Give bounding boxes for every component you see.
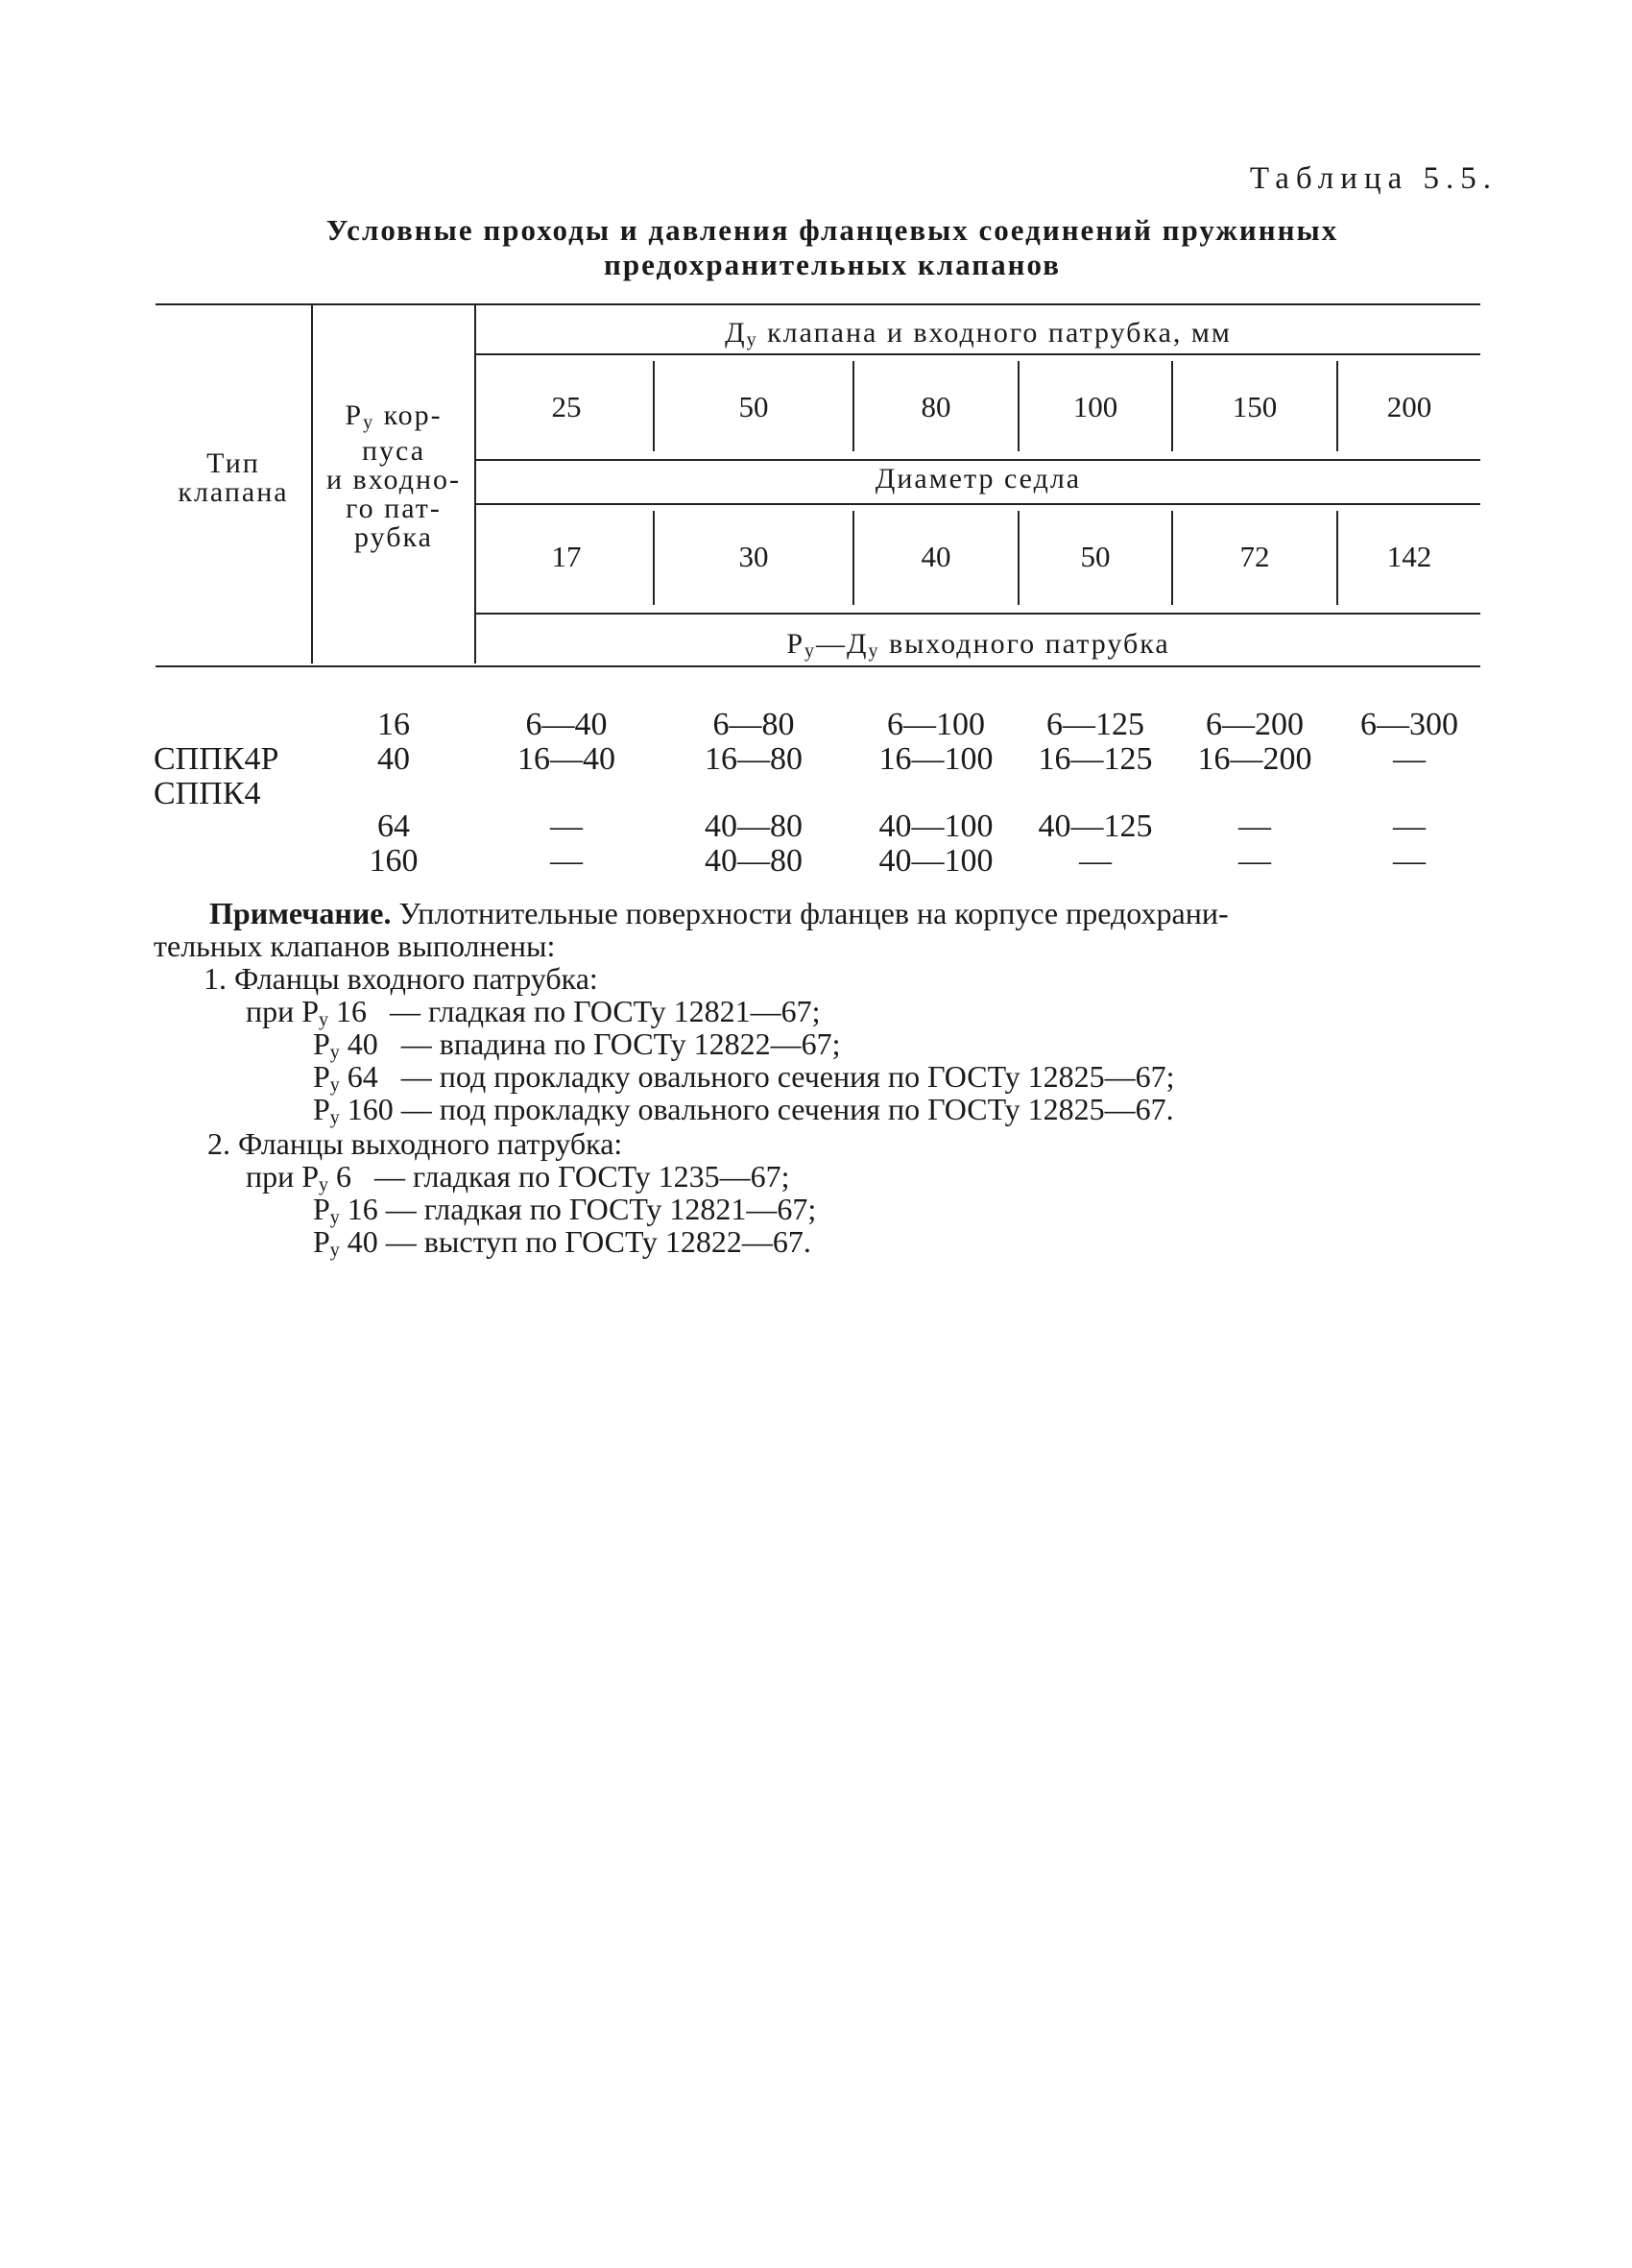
table-cell: — bbox=[1393, 741, 1426, 777]
table-cell: 6—300 bbox=[1360, 707, 1458, 742]
py-value: 40 bbox=[377, 741, 410, 777]
py-header-line: $P_у$ кор- bbox=[345, 399, 443, 433]
valve-type: СППК4Р bbox=[154, 741, 279, 777]
table-cell: 16—100 bbox=[878, 741, 994, 777]
note-item-1-title: 1. Фланцы входного патрубка: bbox=[204, 961, 598, 996]
note-line: при $P_у$ 6 — гладкая по ГОСТу 1235—67; bbox=[246, 1159, 790, 1195]
du-value: 100 bbox=[1072, 390, 1118, 423]
seat-header: Диаметр седла bbox=[875, 463, 1082, 495]
table-cell: 16—80 bbox=[705, 741, 803, 777]
note-intro-line-2: тельных клапанов выполнены: bbox=[154, 929, 556, 963]
note-heading: Примечание. bbox=[209, 896, 392, 930]
table-title-line-2: предохранительных клапанов bbox=[604, 248, 1061, 281]
table-cell: 16—40 bbox=[517, 741, 615, 777]
table-cell: 40—100 bbox=[878, 808, 994, 844]
du-value: 25 bbox=[551, 390, 582, 423]
table-cell: 16—200 bbox=[1197, 741, 1312, 777]
table-cell: 6—200 bbox=[1206, 707, 1304, 742]
valve-type: СППК4 bbox=[154, 776, 261, 811]
table-cell: 40—80 bbox=[705, 843, 803, 879]
seat-values-rule bbox=[476, 613, 1480, 615]
table-cell: 40—100 bbox=[878, 843, 994, 879]
py-value: 16 bbox=[377, 707, 410, 742]
table-cell: — bbox=[1079, 843, 1112, 879]
du-value: 200 bbox=[1386, 390, 1432, 423]
table-cell: 6—80 bbox=[712, 707, 795, 742]
table-cell: — bbox=[550, 843, 583, 879]
note-line: $P_у$ 160 — под прокладку овального сечения по ГОСТу 12825—67. bbox=[313, 1092, 1174, 1128]
table-cell: 16—125 bbox=[1038, 741, 1153, 777]
table-cell: 6—125 bbox=[1046, 707, 1144, 742]
note-intro bbox=[209, 897, 1229, 929]
du-value: 80 bbox=[921, 390, 951, 423]
table-cell: — bbox=[1393, 808, 1426, 844]
table-cell: — bbox=[1393, 843, 1426, 879]
seat-value: 50 bbox=[1080, 540, 1111, 573]
du-value: 50 bbox=[738, 390, 769, 423]
seat-value: 142 bbox=[1386, 540, 1432, 573]
table-cell: — bbox=[550, 808, 583, 844]
py-value: 64 bbox=[377, 808, 410, 844]
table-title-line-1: Условные проходы и давления фланцевых соединений пружинных bbox=[325, 213, 1339, 247]
table-number: Таблица 5.5. bbox=[1249, 161, 1498, 196]
note-line: $P_у$ 40 — выступ по ГОСТу 12822—67. bbox=[313, 1224, 811, 1261]
outlet-header: $P_у—Д_у$ выходного патрубка bbox=[786, 628, 1170, 662]
table-cell: 6—40 bbox=[525, 707, 608, 742]
table-top-rule bbox=[156, 303, 1480, 305]
note-intro-text: Уплотнительные поверхности фланцев на корпусе предохрани- bbox=[398, 896, 1229, 930]
table-cell: 40—125 bbox=[1038, 808, 1153, 844]
seat-value: 30 bbox=[738, 540, 769, 573]
du-inlet-header: $Д_у$ клапана и входного патрубка, мм bbox=[725, 317, 1232, 350]
table-cell: 6—100 bbox=[887, 707, 985, 742]
seat-value: 72 bbox=[1239, 540, 1270, 573]
du-values-rule bbox=[476, 459, 1480, 461]
type-header: Тип клапана bbox=[178, 447, 289, 508]
py-value: 160 bbox=[369, 843, 419, 879]
header-bottom-rule bbox=[156, 665, 1480, 667]
seat-value: 17 bbox=[551, 540, 582, 573]
note-line: $P_у$ 16 — гладкая по ГОСТу 12821—67; bbox=[313, 1192, 817, 1228]
table-cell: 40—80 bbox=[705, 808, 803, 844]
du-value: 150 bbox=[1232, 390, 1278, 423]
note-line: $P_у$ 40 — впадина по ГОСТу 12822—67; bbox=[313, 1026, 841, 1063]
note-line: $P_у$ 64 — под прокладку овального сечения по ГОСТу 12825—67; bbox=[313, 1059, 1175, 1096]
seat-value: 40 bbox=[921, 540, 951, 573]
note-item-2-title: 2. Фланцы выходного патрубка: bbox=[207, 1126, 623, 1161]
note-line: при $P_у$ 16 — гладкая по ГОСТу 12821—67; bbox=[246, 994, 821, 1030]
table-cell: — bbox=[1238, 843, 1271, 879]
seat-sub-rule bbox=[476, 503, 1480, 505]
table-cell: — bbox=[1238, 808, 1271, 844]
py-header: $P_у$ кор- пуса и входно- го пат- рубка bbox=[313, 401, 474, 552]
